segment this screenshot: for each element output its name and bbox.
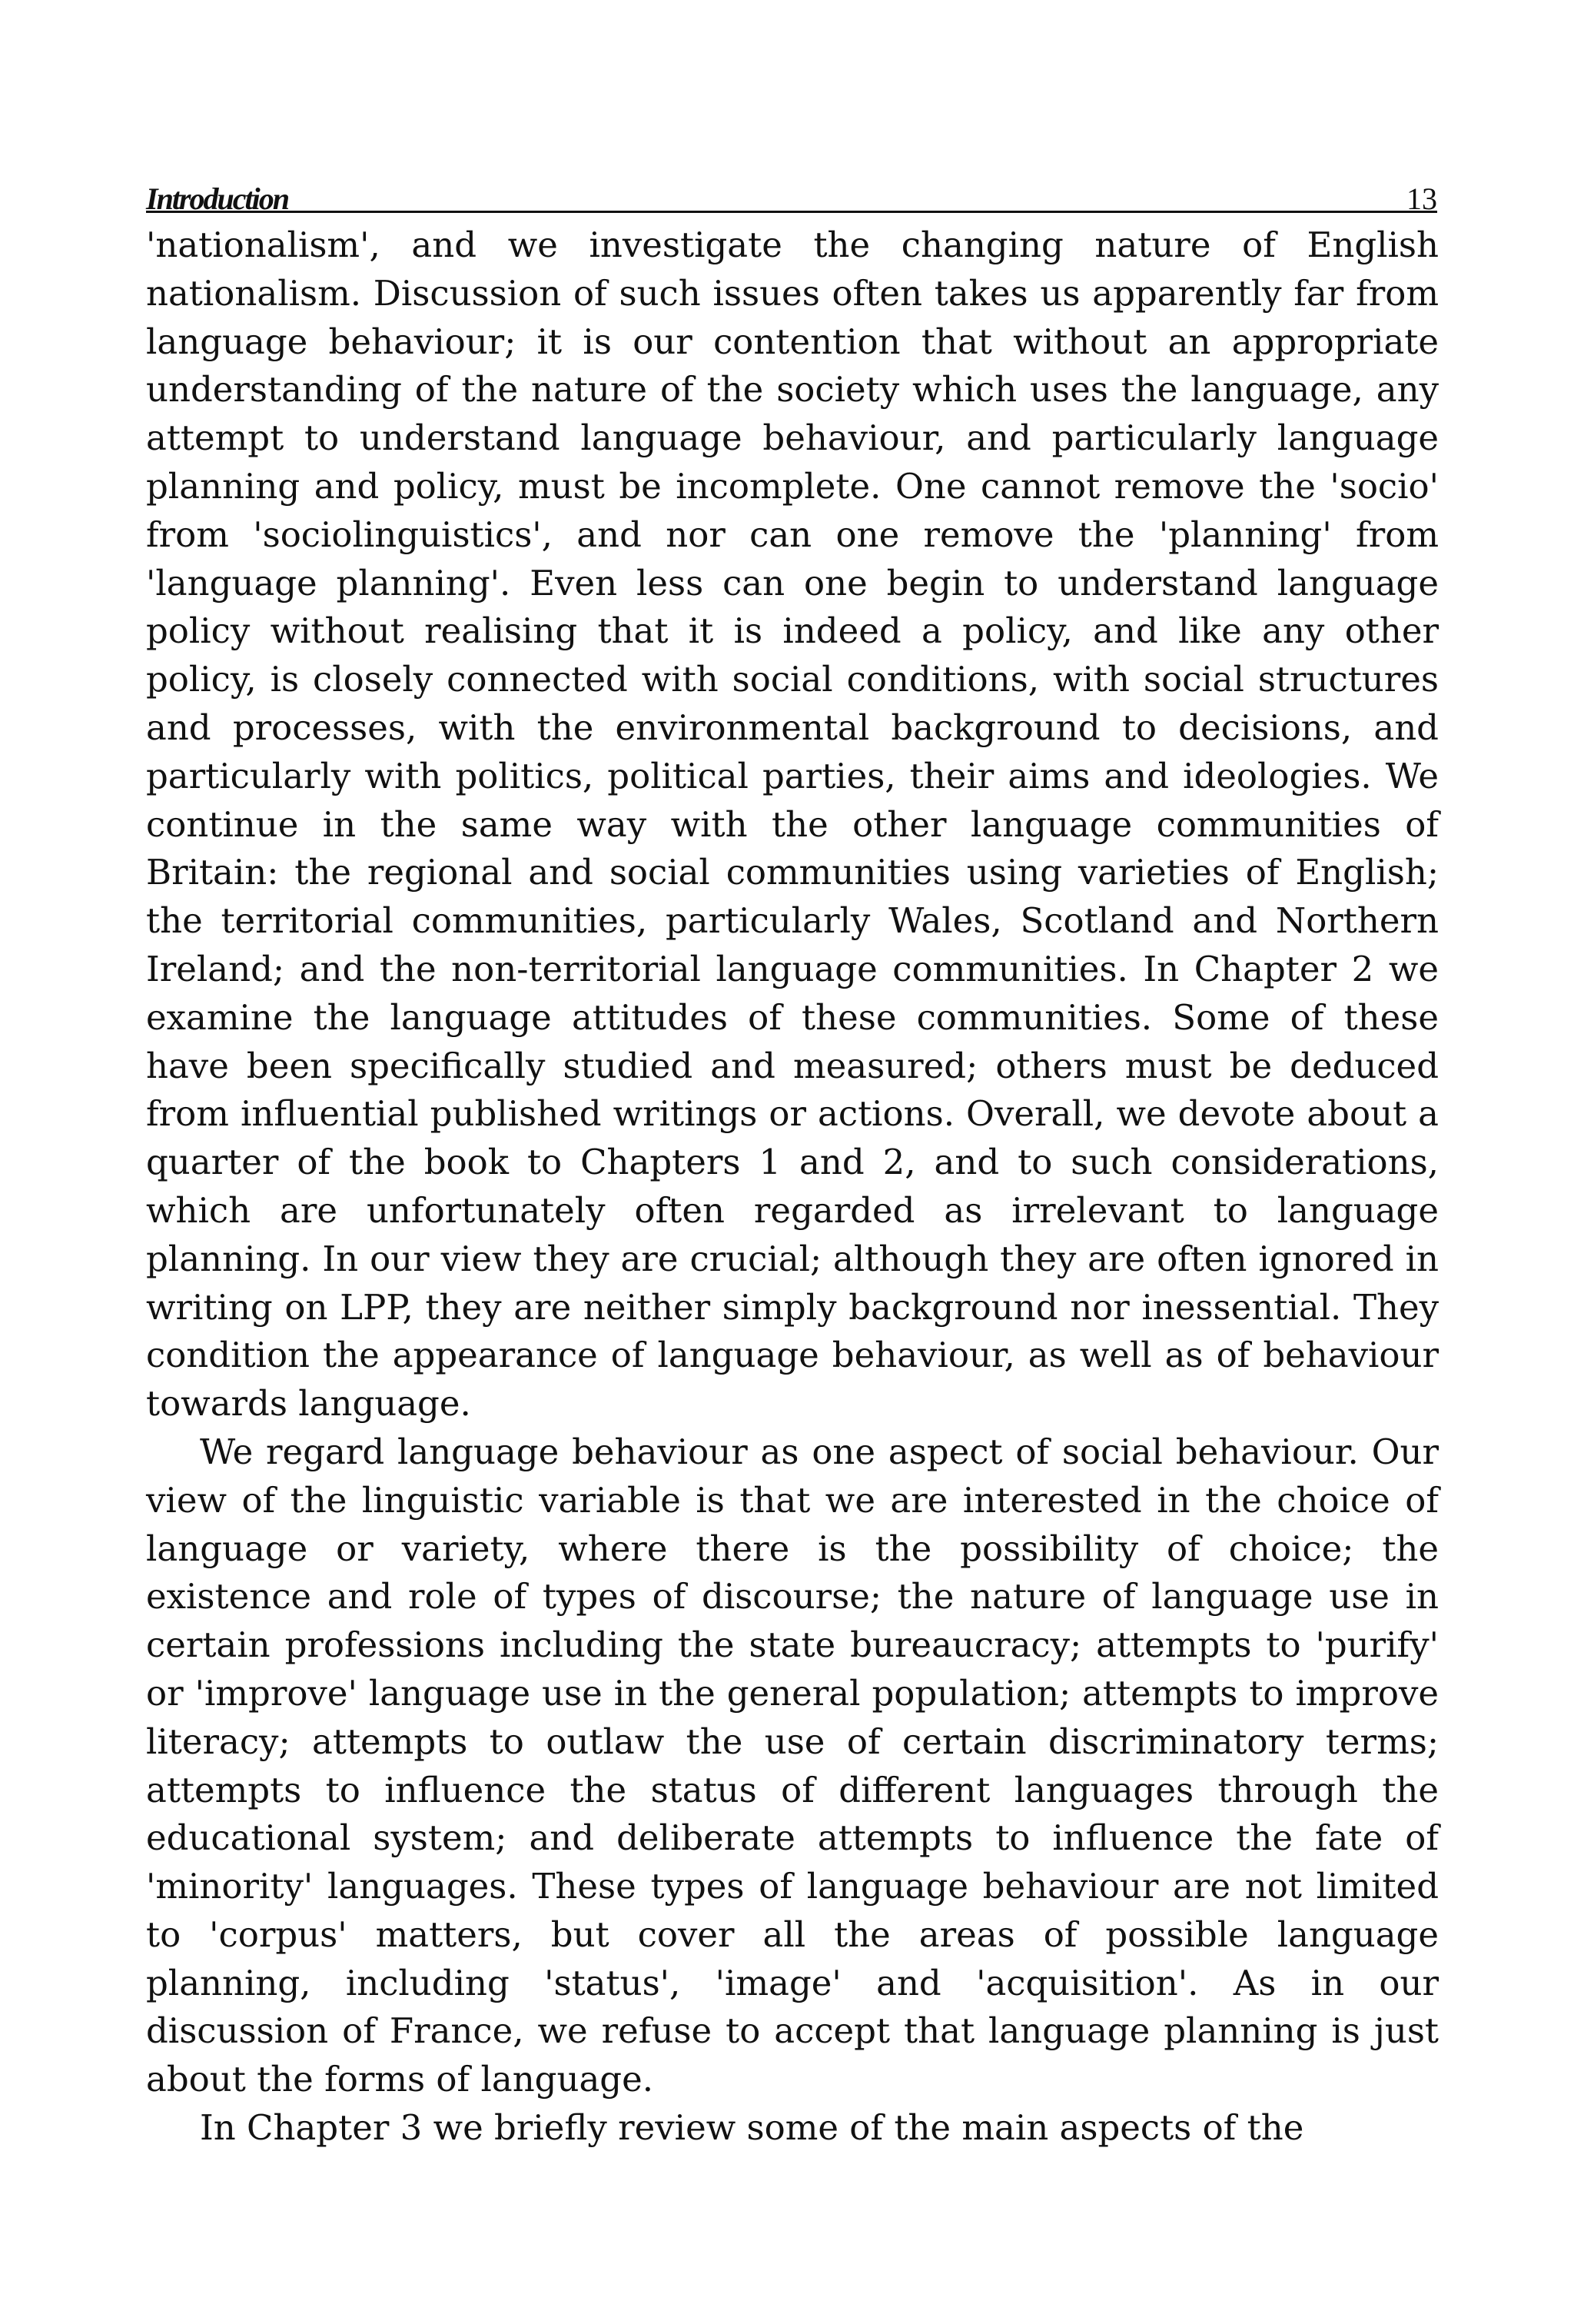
running-header — [146, 163, 1437, 216]
paragraph-chapter-3: In Chapter 3 we briefly review some of the main aspects of the — [200, 2107, 1304, 2149]
running-header-section-title: Introduction — [146, 181, 288, 216]
body-text — [146, 221, 1439, 2153]
paragraph-language-behaviour: We regard language behaviour as one aspect of social behaviour. Our view of the linguistic variable is that we are interested in the choice of language or variety, where there is the possibility of choice; the existence and role of types of discourse; the nature of language use in certain professions including the state bureaucracy; attempts to 'purify' or 'improve' language use in the general population; attempts to improve literacy; attempts to outlaw the use of certain discriminatory terms; attempts to influence the status of different languages through the educational system; and deliberate attempts to influence the fate of 'minority' languages. These types of language behaviour are not limited to 'corpus' matters, but cover all the areas of possible language planning, including 'status', 'image' and 'acquisition'. As in our discussion of France, we refuse to accept that language planning is just about the forms of language. — [146, 1431, 1439, 2100]
paragraph-continued: 'nationalism', and we investigate the changing nature of English nationalism. Discussion of such issues often takes us apparently far from language behaviour; it is our contention that without an appropriate understanding of the nature of the society which uses the language, any attempt to understand language behaviour, and particularly language planning and policy, must be incomplete. One cannot remove the 'socio' from 'sociolinguistics', and nor can one remove the 'planning' from 'language planning'. Even less can one begin to understand language policy without realising that it is indeed a policy, and like any other policy, is closely connected with social conditions, with social structures and processes, with the environmental background to decisions, and particularly with politics, political parties, their aims and ideologies. We continue in the same way with the other language communities of Britain: the regional and social communities using varieties of English; the territorial communities, particularly Wales, Scotland and Northern Ireland; and the non-territorial language communities. In Chapter 2 we examine the language attitudes of these communities. Some of these have been specifically studied and measured; others must be deduced from influential published writings or actions. Overall, we devote about a quarter of the book to Chapters 1 and 2, and to such considerations, which are unfortunately often regarded as irrelevant to language planning. In our view they are crucial; although they are often ignored in writing on LPP, they are neither simply background nor inessential. They condition the appearance of language behaviour, as well as of behaviour towards language. — [146, 224, 1439, 1425]
page-number: 13 — [1406, 181, 1437, 216]
